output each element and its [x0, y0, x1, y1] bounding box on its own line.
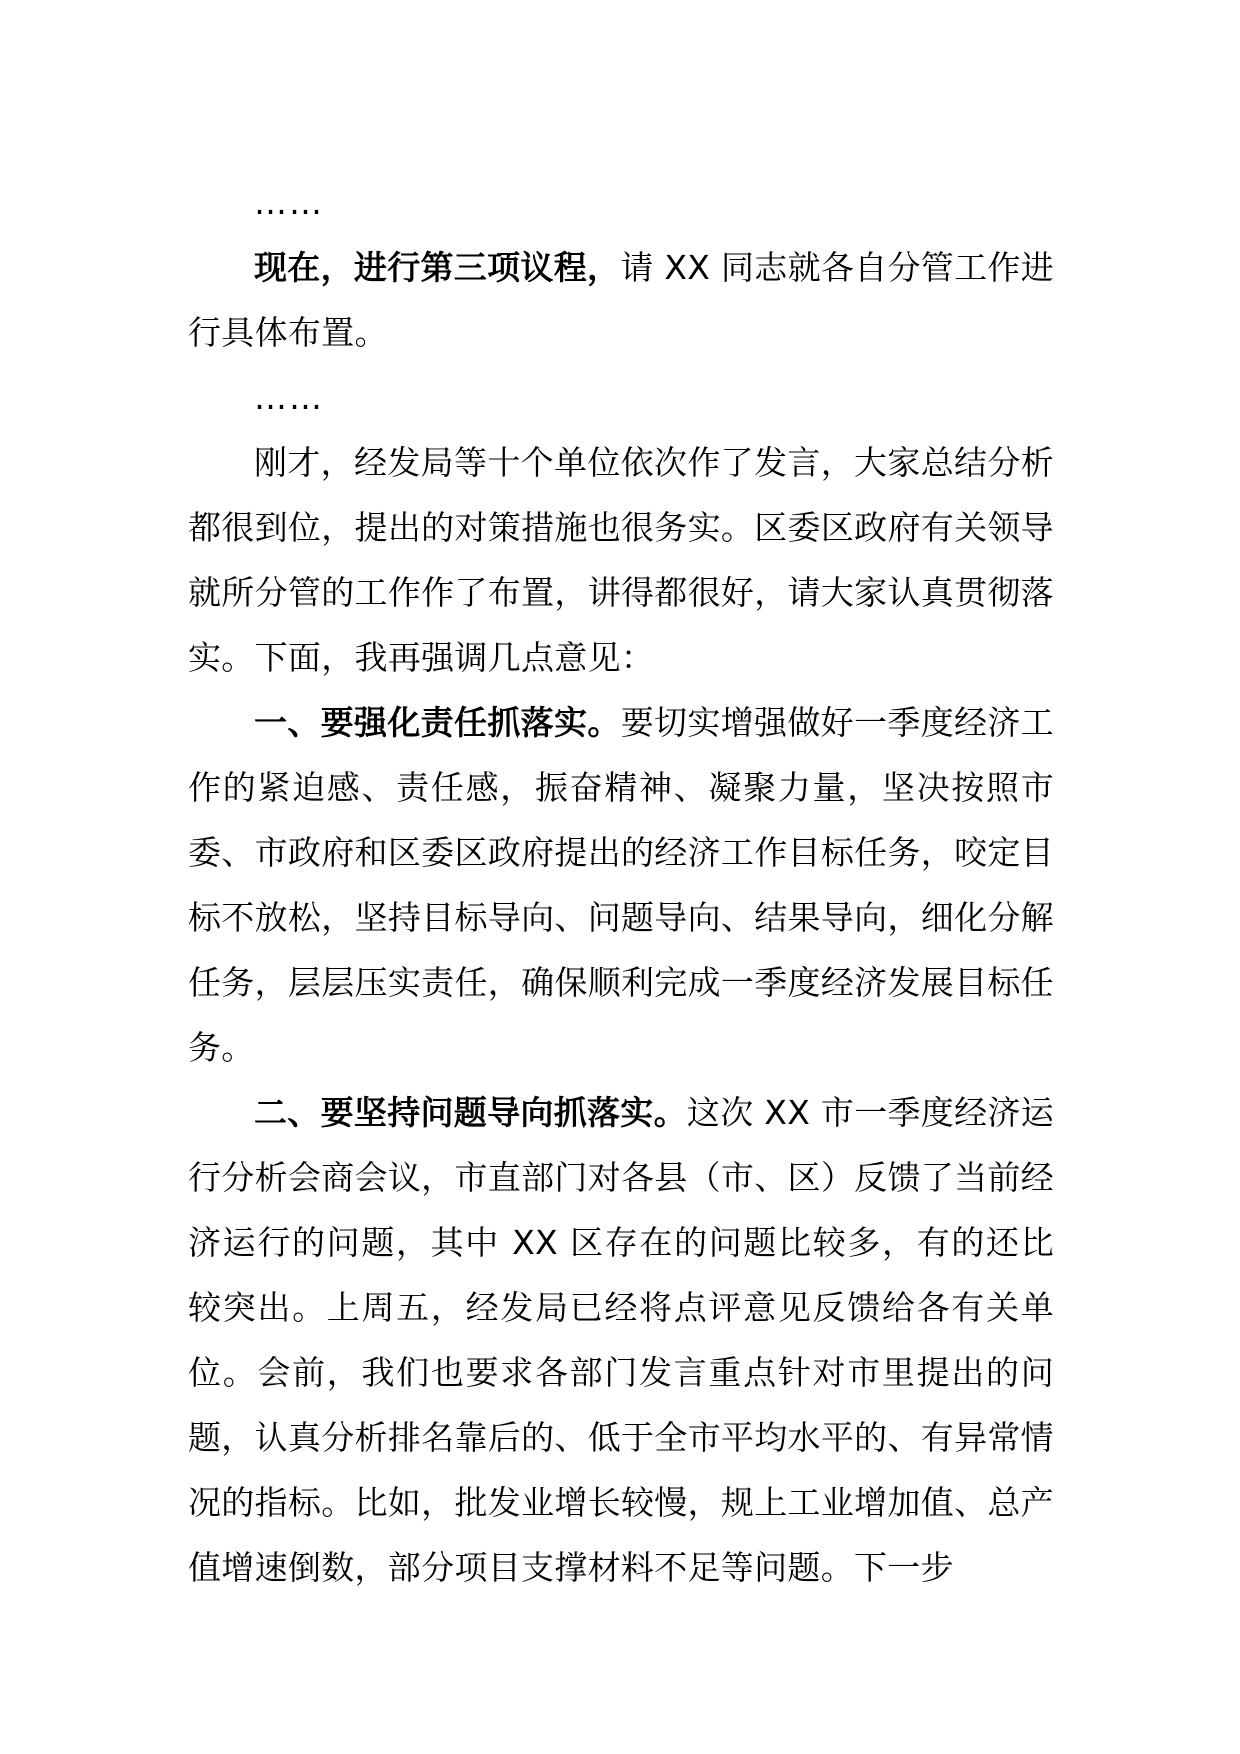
point-one-paragraph	[188, 690, 1054, 1080]
paragraph-lead: 一、要强化责任抓落实。	[254, 703, 621, 742]
ellipsis-paragraph	[188, 170, 1054, 235]
paragraph-text: ……	[254, 378, 324, 417]
paragraph-lead: 现在，进行第三项议程，	[254, 248, 621, 287]
agenda-paragraph	[188, 235, 1054, 365]
paragraph-text: 这次 XX 市一季度经济运行分析会商会议，市直部门对各县（市、区）反馈了当前经济运行的问题，其中 XX 区存在的问题比较多，有的还比较突出。上周五，经发局已经将点评意见反馈给各有关单位。会前，我们也要求各部门发言重点针对市里提出的问题，认真分析排名靠后的、低于全市平均水平的、有异常情况的指标。比如，批发业增长较慢，规上工业增加值、总产值增速倒数，部分项目支撑材料不足等问题。下一步	[188, 1093, 1054, 1587]
ellipsis-paragraph	[188, 365, 1054, 430]
paragraph-text: 请 XX 同志就各自分管工作进行具体布置。	[188, 248, 1055, 352]
paragraph-text: 刚才，经发局等十个单位依次作了发言，大家总结分析都很到位，提出的对策措施也很务实。区委区政府有关领导就所分管的工作作了布置，讲得都很好，请大家认真贯彻落实。下面，我再强调几点意见：	[188, 443, 1054, 677]
paragraph-text: ……	[254, 183, 324, 222]
point-two-paragraph	[188, 1080, 1054, 1600]
paragraph-lead: 二、要坚持问题导向抓落实。	[254, 1093, 687, 1132]
paragraph-text: 要切实增强做好一季度经济工作的紧迫感、责任感，振奋精神、凝聚力量，坚决按照市委、市政府和区委区政府提出的经济工作目标任务，咬定目标不放松，坚持目标导向、问题导向、结果导向，细化分解任务，层层压实责任，确保顺利完成一季度经济发展目标任务。	[188, 703, 1054, 1067]
summary-paragraph	[188, 430, 1054, 690]
document-body	[188, 170, 1054, 1600]
